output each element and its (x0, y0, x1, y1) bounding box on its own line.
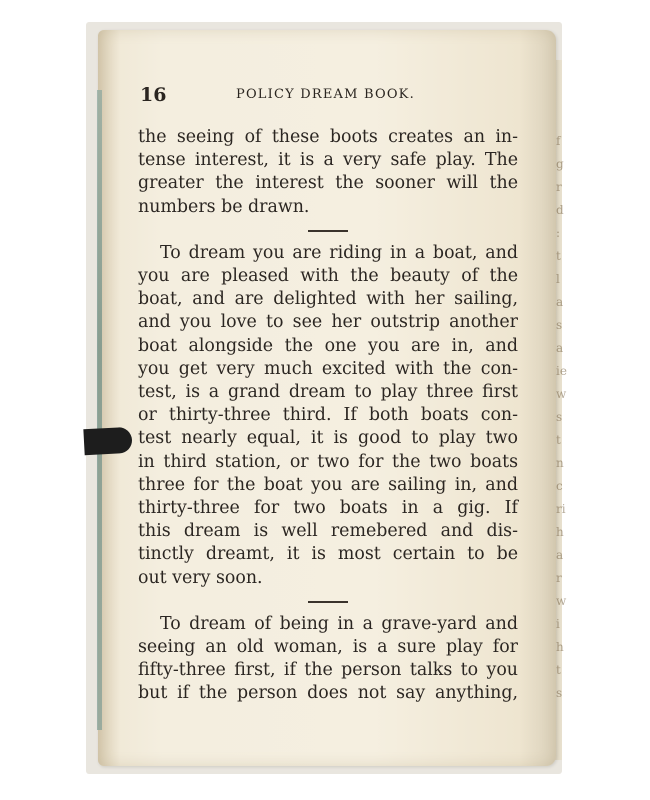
paragraph (138, 613, 518, 706)
text-line: fifty-three first, if the person talks to you (138, 660, 518, 681)
text-line: but if the person does not say anything, (138, 683, 518, 704)
section-divider (308, 601, 348, 603)
text-line: seeing an old woman, is a sure play for (138, 637, 518, 658)
text-line: boat alongside the one you are in, and (138, 335, 518, 356)
text-line: you get very much excited with the con- (138, 358, 518, 379)
text-line: out very soon. (138, 567, 263, 588)
text-line: To dream of being in a grave-yard and (160, 613, 518, 634)
text-line: three for the boat you are sailing in, and (138, 474, 518, 495)
body-text (138, 126, 518, 706)
text-line: this dream is well remebered and dis- (138, 521, 518, 542)
text-line: To dream you are riding in a boat, and (160, 242, 518, 263)
paragraph (138, 242, 518, 590)
text-line: thirty-three for two boats in a gig. If (138, 498, 518, 519)
text-line: test, is a grand dream to play three first (138, 382, 518, 403)
running-head: POLICY DREAM BOOK. (236, 87, 415, 102)
binding-edge (97, 90, 102, 730)
text-line: in third station, or two for the two boats (138, 451, 518, 472)
facing-page-bleed: f g r d : t l a s a ie w s t n c ri h a r w i h t s (556, 134, 567, 700)
text-line: the seeing of these boots creates an in- (138, 127, 518, 147)
text-line: boat, and are delighted with her sailing, (138, 289, 518, 310)
paragraph (138, 126, 518, 219)
text-line: and you love to see her outstrip another (138, 312, 518, 333)
text-line: greater the interest the sooner will the (138, 173, 518, 194)
page-number: 16 (140, 84, 167, 106)
text-line: tinctly dreamt, it is most certain to be (138, 544, 518, 565)
text-line: or thirty-three third. If both boats con- (138, 405, 518, 426)
text-line: test nearly equal, it is good to play two (138, 428, 518, 449)
text-line: you are pleased with the beauty of the (138, 266, 518, 287)
bookmark-ribbon (83, 427, 132, 455)
page-header (140, 84, 518, 110)
section-divider (308, 230, 348, 232)
text-line: tense interest, it is a very safe play. The (138, 150, 518, 171)
text-line: numbers be drawn. (138, 196, 310, 217)
